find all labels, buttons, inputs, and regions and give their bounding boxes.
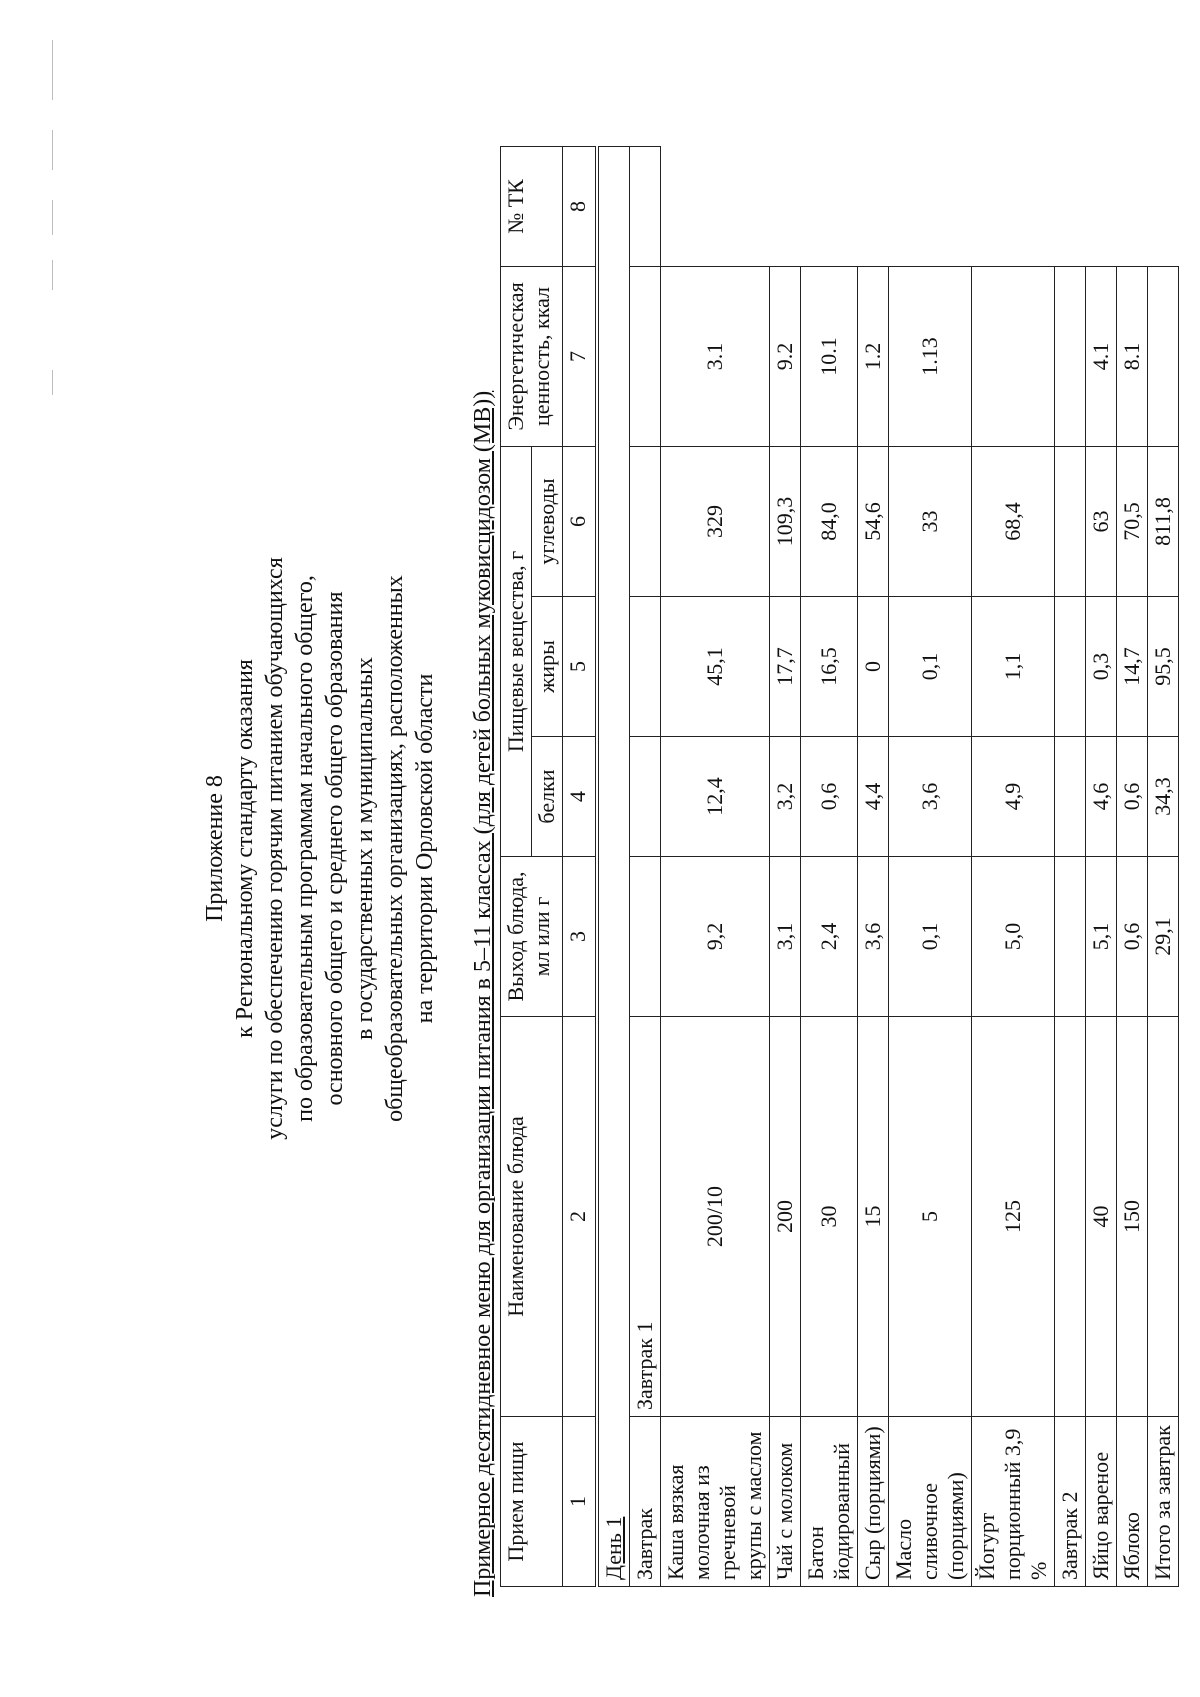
total-fat: 34,3 (1148, 737, 1179, 857)
dish-energy: 54,6 (858, 446, 889, 596)
column-number: 4 (563, 737, 598, 857)
dish-row (1117, 146, 1148, 1586)
dish-fat: 4,4 (858, 737, 889, 857)
dish-name: Сыр (порциями) (858, 1417, 889, 1587)
header-line: на территории Орловской области (412, 673, 438, 1024)
dish-row (1086, 146, 1117, 1586)
dish-fat: 0,6 (801, 737, 858, 857)
dish-row (889, 146, 972, 1586)
dish-tk: 9.2 (770, 266, 801, 446)
day-row (597, 146, 630, 1586)
total-carbs: 95,5 (1148, 597, 1179, 737)
dish-tk: 1.13 (889, 266, 972, 446)
header-line: в государственных и муниципальных (352, 657, 378, 1040)
column-number: 1 (563, 1417, 598, 1587)
dish-tk: 4.1 (1086, 266, 1117, 446)
total-label: Итого за завтрак (1148, 1417, 1179, 1587)
header-line: к Региональному стандарту оказания (232, 659, 258, 1038)
dish-energy: 33 (889, 446, 972, 596)
dish-energy: 109,3 (770, 446, 801, 596)
dish-energy: 84,0 (801, 446, 858, 596)
dish-yield: 200 (770, 1017, 801, 1417)
column-number: 3 (563, 857, 598, 1017)
dish-carbs: 0 (858, 597, 889, 737)
total-energy: 811,8 (1148, 446, 1179, 596)
column-number: 7 (563, 266, 598, 446)
dish-protein: 5,1 (1086, 857, 1117, 1017)
total-yield (1148, 1017, 1179, 1417)
col-header-dish: Наименование блюда (501, 1017, 563, 1417)
dish-tk: 10.1 (801, 266, 858, 446)
dish-carbs: 1,1 (972, 597, 1055, 737)
total-protein: 29,1 (1148, 857, 1179, 1017)
dish-fat: 0,6 (1117, 737, 1148, 857)
header-line: общеобразовательных организациях, расположенных (382, 575, 408, 1122)
col-header-tk: № ТК (501, 146, 563, 266)
total-tk (1148, 266, 1179, 446)
header-line: Приложение 8 (202, 775, 228, 922)
dish-protein: 9,2 (661, 857, 770, 1017)
dish-name: Йогурт порционный 3,9 % (972, 1417, 1055, 1587)
total-row (1148, 146, 1179, 1586)
dish-name: Батон йодированный (801, 1417, 858, 1587)
dish-name: Каша вязкая молочная из гречневой крупы с маслом (661, 1417, 770, 1587)
dish-fat: 3,6 (889, 737, 972, 857)
day-label: День 1 (597, 146, 630, 1586)
dish-carbs: 14,7 (1117, 597, 1148, 737)
col-header-meal: Прием пищи (501, 1417, 563, 1587)
meal-label: Завтрак (630, 1417, 661, 1587)
col-header-protein: белки (532, 737, 563, 857)
column-number: 2 (563, 1017, 598, 1417)
dish-tk: 3.1 (661, 266, 770, 446)
header-line: по образовательным программам начального общего, (292, 575, 318, 1122)
section-row (630, 146, 661, 1586)
dish-yield: 40 (1086, 1017, 1117, 1417)
dish-protein: 0,1 (889, 857, 972, 1017)
section-label: Завтрак 1 (630, 1017, 661, 1417)
dish-fat: 12,4 (661, 737, 770, 857)
column-number: 6 (563, 446, 598, 596)
dish-name: Яблоко (1117, 1417, 1148, 1587)
dish-carbs: 0,1 (889, 597, 972, 737)
dish-row (972, 146, 1055, 1586)
dish-energy: 68,4 (972, 446, 1055, 596)
dish-protein: 3,6 (858, 857, 889, 1017)
dish-row (858, 146, 889, 1586)
table-caption: Примерное десятидневное меню для организации питания в 5–11 классах (для детей больных муковисцидозом (МВ)) (470, 390, 496, 1597)
dish-yield: 15 (858, 1017, 889, 1417)
dish-name: Чай с молоком (770, 1417, 801, 1587)
column-number-row (563, 146, 598, 1586)
dish-protein: 2,4 (801, 857, 858, 1017)
col-header-carbs: углеводы (532, 446, 563, 596)
dish-name: Масло сливочное (порциями) (889, 1417, 972, 1587)
menu-table (500, 146, 1179, 1587)
dish-tk: 1.2 (858, 266, 889, 446)
dish-carbs: 45,1 (661, 597, 770, 737)
dish-yield: 150 (1117, 1017, 1148, 1417)
dish-tk: 8.1 (1117, 266, 1148, 446)
dish-tk (972, 266, 1055, 446)
dish-yield: 200/10 (661, 1017, 770, 1417)
dish-row (770, 146, 801, 1586)
col-header-nutrients: Пищевые вещества, г (501, 446, 532, 856)
dish-row (801, 146, 858, 1586)
col-header-fat: жиры (532, 597, 563, 737)
dish-fat: 3,2 (770, 737, 801, 857)
header-line: услуги по обеспечению горячим питанием обучающихся (262, 557, 288, 1140)
col-header-yield: Выход блюда, мл или г (501, 857, 563, 1017)
column-number: 8 (563, 146, 598, 266)
dish-protein: 5,0 (972, 857, 1055, 1017)
dish-yield: 125 (972, 1017, 1055, 1417)
header-row (501, 146, 532, 1586)
dish-carbs: 0,3 (1086, 597, 1117, 737)
col-header-energy: Энергетическая ценность, ккал (501, 266, 563, 446)
dish-carbs: 16,5 (801, 597, 858, 737)
dish-fat: 4,6 (1086, 737, 1117, 857)
dish-name: Яйцо вареное (1086, 1417, 1117, 1587)
dish-carbs: 17,7 (770, 597, 801, 737)
header-line: основного общего и среднего общего образования (322, 591, 348, 1106)
dish-yield: 5 (889, 1017, 972, 1417)
dish-energy: 70,5 (1117, 446, 1148, 596)
dish-yield: 30 (801, 1017, 858, 1417)
dish-fat: 4,9 (972, 737, 1055, 857)
dish-protein: 3,1 (770, 857, 801, 1017)
section-row (1055, 146, 1086, 1586)
appendix-header (200, 0, 440, 1697)
dish-energy: 329 (661, 446, 770, 596)
dish-energy: 63 (1086, 446, 1117, 596)
section-label: Завтрак 2 (1055, 1417, 1086, 1587)
dish-row (661, 146, 770, 1586)
column-number: 5 (563, 597, 598, 737)
dish-protein: 0,6 (1117, 857, 1148, 1017)
